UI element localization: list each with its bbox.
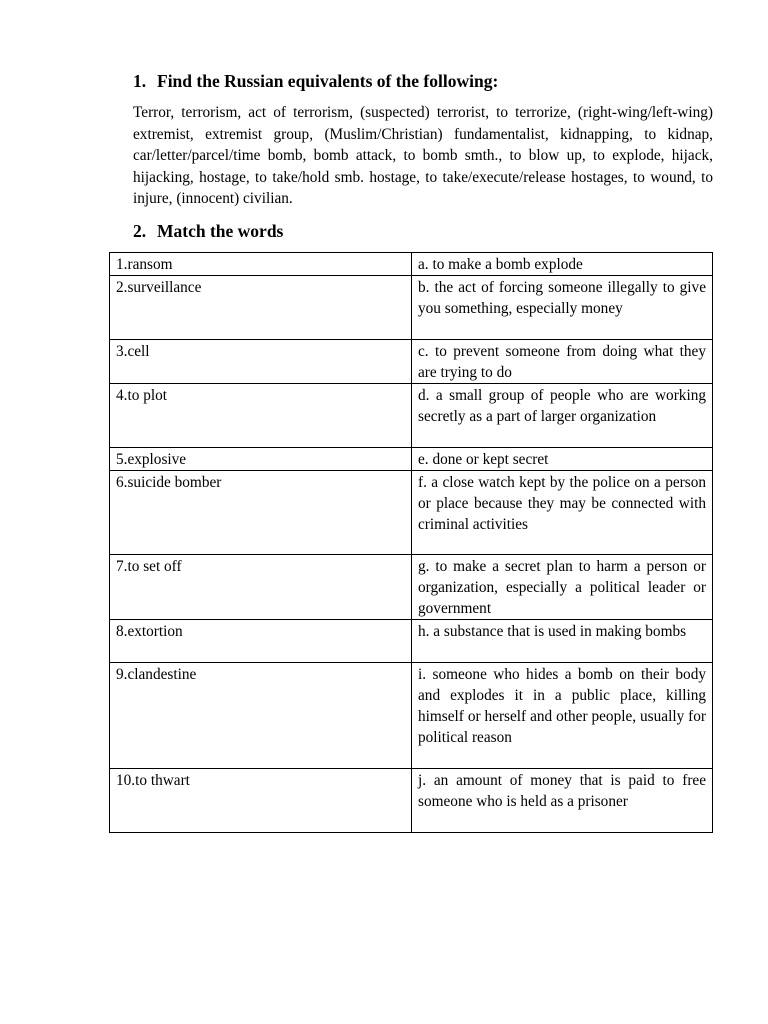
term-cell: 1.ransom <box>110 253 412 276</box>
term-cell: 7.to set off <box>110 555 412 620</box>
section-1-title: Find the Russian equivalents of the following: <box>157 71 499 91</box>
term-cell: 9.clandestine <box>110 663 412 769</box>
definition-cell: i. someone who hides a bomb on their body and explodes it in a public place, killing himself or herself and other people, usually for political reason <box>412 663 713 769</box>
definition-cell: a. to make a bomb explode <box>412 253 713 276</box>
term-cell: 3.cell <box>110 340 412 384</box>
section-1-heading <box>133 71 498 91</box>
definition-cell: c. to prevent someone from doing what they are trying to do <box>412 340 713 384</box>
section-2-heading <box>133 221 283 241</box>
table-row <box>110 276 713 340</box>
definition-cell: d. a small group of people who are working secretly as a part of larger organization <box>412 384 713 448</box>
definition-cell: j. an amount of money that is paid to free someone who is held as a prisoner <box>412 769 713 833</box>
definition-cell: f. a close watch kept by the police on a person or place because they may be connected with criminal activities <box>412 471 713 555</box>
definition-cell: b. the act of forcing someone illegally to give you something, especially money <box>412 276 713 340</box>
vocabulary-paragraph: Terror, terrorism, act of terrorism, (suspected) terrorist, to terrorize, (right-wing/left-wing) extremist, extremist group, (Muslim/Christian) fundamentalist, kidnapping, to kidnap, car/letter/parcel/time bomb, bomb attack, to bomb smth., to blow up, to explode, hijack, hijacking, hostage, to take/hold smb. hostage, to take/execute/release hostages, to wound, to injure, (innocent) civilian. <box>133 104 713 207</box>
section-2-number: 2. <box>133 221 147 241</box>
table-row <box>110 663 713 769</box>
table-row <box>110 471 713 555</box>
term-cell: 6.suicide bomber <box>110 471 412 555</box>
table-row <box>110 384 713 448</box>
table-row <box>110 448 713 471</box>
term-cell: 2.surveillance <box>110 276 412 340</box>
definition-cell: g. to make a secret plan to harm a person or organization, especially a political leader or government <box>412 555 713 620</box>
table-row <box>110 769 713 833</box>
section-2-title: Match the words <box>157 221 284 241</box>
matching-table <box>109 252 713 833</box>
table-row <box>110 620 713 663</box>
section-1-number: 1. <box>133 71 147 91</box>
table-row <box>110 555 713 620</box>
term-cell: 8.extortion <box>110 620 412 663</box>
term-cell: 4.to plot <box>110 384 412 448</box>
definition-cell: h. a substance that is used in making bombs <box>412 620 713 663</box>
table-row <box>110 340 713 384</box>
definition-cell: e. done or kept secret <box>412 448 713 471</box>
term-cell: 5.explosive <box>110 448 412 471</box>
table-row <box>110 253 713 276</box>
term-cell: 10.to thwart <box>110 769 412 833</box>
